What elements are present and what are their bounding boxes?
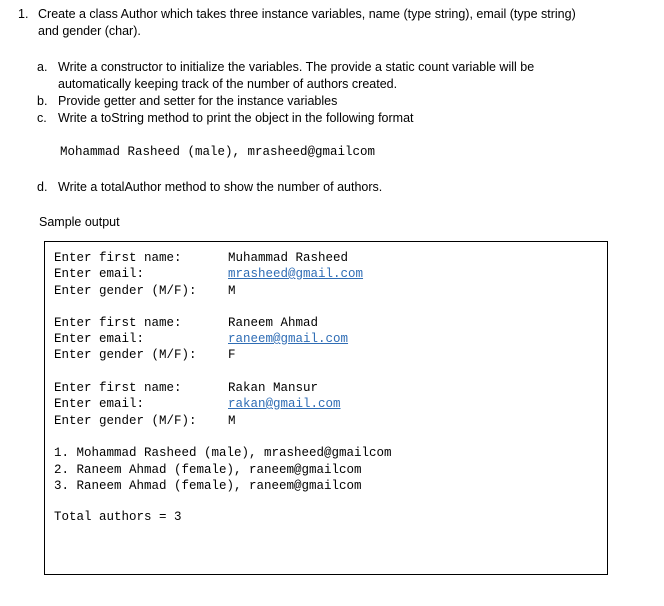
name-value: Muhammad Rasheed	[228, 251, 349, 265]
subitem-letter: b.	[37, 94, 48, 108]
gender-value: F	[228, 348, 236, 362]
gender-value: M	[228, 284, 236, 298]
email-link[interactable]: mrasheed@gmail.com	[228, 267, 364, 281]
email-prompt-row	[54, 266, 364, 282]
name-prompt-row	[54, 250, 349, 266]
name-prompt: Enter first name:	[54, 381, 182, 395]
name-prompt-row	[54, 380, 319, 396]
subitem-text: Provide getter and setter for the instance variables	[58, 94, 338, 108]
sample-output-label: Sample output	[39, 215, 120, 229]
name-value: Raneem Ahmad	[228, 316, 319, 330]
email-prompt: Enter email:	[54, 397, 145, 411]
author-list-item: 1. Mohammad Rasheed (male), mrasheed@gmailcom	[54, 446, 392, 460]
gender-prompt-row	[54, 283, 236, 299]
gender-prompt: Enter gender (M/F):	[54, 284, 197, 298]
name-value: Rakan Mansur	[228, 381, 319, 395]
gender-prompt-row	[54, 347, 236, 363]
gender-prompt: Enter gender (M/F):	[54, 414, 197, 428]
sample-output-box	[44, 241, 608, 575]
question-text: Create a class Author which takes three instance variables, name (type string), email (type string) and gender (char).	[38, 7, 576, 38]
author-list-item: 3. Raneem Ahmad (female), raneem@gmailcom	[54, 479, 362, 493]
gender-value: M	[228, 414, 236, 428]
gender-prompt-row	[54, 413, 236, 429]
name-prompt-row	[54, 315, 319, 331]
author-list-item: 2. Raneem Ahmad (female), raneem@gmailcom	[54, 463, 362, 477]
email-prompt-row	[54, 396, 341, 412]
subitem-letter: c.	[37, 111, 47, 125]
subitem-letter: d.	[37, 180, 48, 194]
email-link[interactable]: raneem@gmail.com	[228, 332, 349, 346]
name-prompt: Enter first name:	[54, 316, 182, 330]
subitem-letter: a.	[37, 60, 48, 74]
total-authors-line: Total authors = 3	[54, 510, 182, 524]
subitem-text: Write a totalAuthor method to show the number of authors.	[58, 180, 383, 194]
name-prompt: Enter first name:	[54, 251, 182, 265]
subitem-text: Write a toString method to print the object in the following format	[58, 111, 414, 125]
gender-prompt: Enter gender (M/F):	[54, 348, 197, 362]
email-link[interactable]: rakan@gmail.com	[228, 397, 341, 411]
format-example: Mohammad Rasheed (male), mrasheed@gmailcom	[60, 145, 376, 159]
email-prompt: Enter email:	[54, 267, 145, 281]
subitem-text: Write a constructor to initialize the variables. The provide a static count variable will be automatically keeping track of the number of authors created.	[58, 60, 535, 91]
question-number: 1.	[18, 7, 29, 21]
email-prompt: Enter email:	[54, 332, 145, 346]
email-prompt-row	[54, 331, 349, 347]
